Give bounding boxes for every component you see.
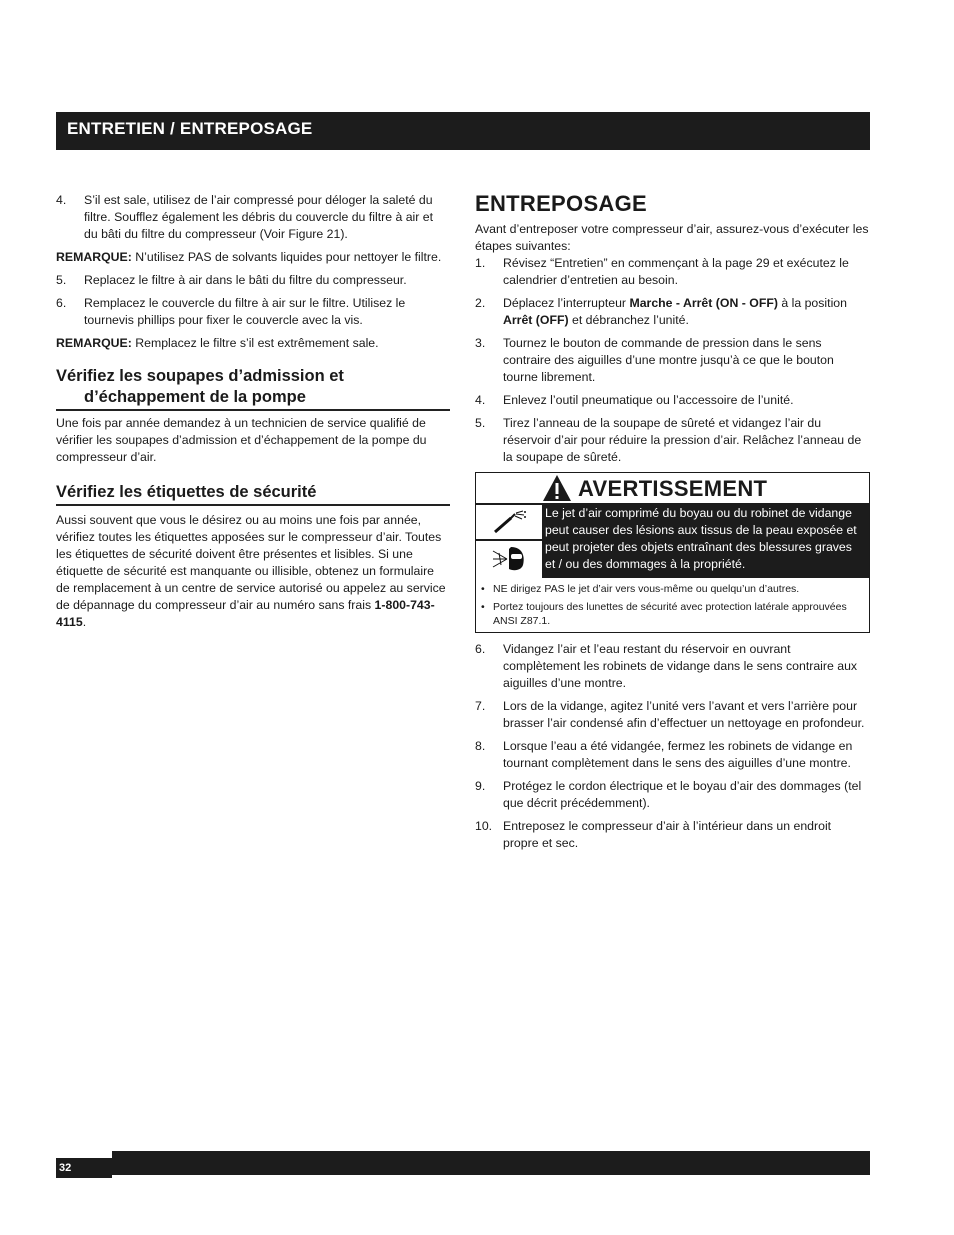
- list-text: Révisez “Entretien” en commençant à la page 29 et exécutez le calendrier d’entretien au besoin.: [503, 256, 849, 287]
- page-number: 32: [56, 1158, 112, 1178]
- warning-text: Le jet d’air comprimé du boyau ou du robinet de vidange peut causer des lésions aux tissus de la peau exposée et peut projeter des objets entraînant des blessures graves et / ou des dommages à la propriété.: [545, 506, 857, 571]
- list-text: Entreposez le compresseur d’air à l’intérieur dans un endroit propre et sec.: [503, 819, 832, 850]
- note-text: N’utilisez PAS de solvants liquides pour nettoyer le filtre.: [131, 250, 442, 264]
- storage-title: ENTREPOSAGE: [475, 191, 647, 216]
- list-text: S’il est sale, utilisez de l’air compressé pour déloger la saleté du filtre. Soufflez également les débris du couvercle du filtre à air et du bâti du filtre du compresseur (Voir Figure 21).: [84, 193, 434, 241]
- valves-heading: [56, 366, 450, 411]
- list-number: 4.: [475, 393, 486, 407]
- list-text: Remplacez le couvercle du filtre à air sur le filtre. Utilisez le tournevis phillips pour fixer le couvercle avec la vis.: [84, 296, 406, 327]
- list-number: 5.: [475, 416, 486, 430]
- list-item: [475, 392, 870, 409]
- warning-icons: [476, 503, 543, 578]
- air-spray-icon: [476, 505, 542, 541]
- warning-bullets: [476, 578, 869, 632]
- list-item: [56, 295, 450, 329]
- list-item: [475, 255, 870, 289]
- valves-body: Une fois par année demandez à un technicien de service qualifié de vérifier les soupapes d’admission et d’échappement de la pompe du compresseur d’air.: [56, 416, 427, 464]
- note-text: Remplacez le filtre s’il est extrêmement sale.: [131, 336, 379, 350]
- list-number: 2.: [475, 296, 486, 310]
- phone-number: 1-800-743-4115: [56, 598, 435, 629]
- list-number: 9.: [475, 779, 486, 793]
- list-text: Protégez le cordon électrique et le boyau d’air des dommages (tel que décrit précédemment).: [503, 779, 862, 810]
- labels-heading: Vérifiez les étiquettes de sécurité: [56, 482, 450, 506]
- list-text: Lorsque l’eau a été vidangée, fermez les robinets de vidange en tournant complètement dans le sens des aiguilles d’une montre.: [503, 739, 853, 770]
- list-text: Tournez le bouton de commande de pression dans le sens contraire des aiguilles d’une montre jusqu’à ce que le bouton tourne librement.: [503, 336, 834, 384]
- text-run: et débranchez l’unité.: [568, 313, 689, 327]
- list-item: [475, 415, 870, 466]
- list-item: [56, 272, 450, 289]
- note-label: REMARQUE:: [56, 336, 132, 350]
- section-header-bar: [56, 112, 870, 150]
- list-number: 5.: [56, 273, 67, 287]
- list-number: 8.: [475, 739, 486, 753]
- warning-header: [476, 473, 869, 503]
- list-number: 10.: [475, 819, 493, 833]
- storage-intro: Avant d’entreposer votre compresseur d’air, assurez-vous d’exécuter les étapes suivantes:: [475, 222, 869, 253]
- safety-glasses-icon: [476, 541, 542, 575]
- warning-box: [475, 472, 870, 633]
- list-text: Tirez l’anneau de la soupape de sûreté et vidangez l’air du réservoir d’air pour réduire la pression d’air. Relâchez l’anneau de la soupape de sûreté.: [503, 416, 862, 464]
- list-item: [56, 192, 450, 243]
- footer-bar: [112, 1151, 870, 1175]
- warning-triangle-icon: [542, 474, 572, 502]
- list-number: 4.: [56, 193, 67, 207]
- list-text: [503, 296, 847, 327]
- list-item: [475, 778, 870, 812]
- list-item: [475, 738, 870, 772]
- list-text: Replacez le filtre à air dans le bâti du filtre du compresseur.: [84, 273, 407, 287]
- list-number: 1.: [475, 256, 486, 270]
- list-number: 6.: [56, 296, 67, 310]
- right-column: [475, 192, 870, 858]
- note: [56, 335, 450, 352]
- list-text: Lors de la vidange, agitez l’unité vers l’avant et vers l’arrière pour brasser l’air condensé afin d’effectuer un nettoyage en profondeur.: [503, 699, 865, 730]
- labels-body-end: .: [82, 615, 87, 629]
- note-label: REMARQUE:: [56, 250, 132, 264]
- list-item: [475, 698, 870, 732]
- list-number: 6.: [475, 642, 486, 656]
- list-text: Enlevez l’outil pneumatique ou l’accessoire de l’unité.: [503, 393, 794, 407]
- switch-label: Marche - Arrêt (ON - OFF): [629, 296, 778, 310]
- warning-bullet: • Portez toujours des lunettes de sécurité avec protection latérale approuvées ANSI Z87.1.: [480, 600, 863, 628]
- valves-heading-line2: d’échappement de la pompe: [84, 388, 306, 406]
- text-run: Déplacez l’interrupteur: [503, 296, 630, 310]
- list-item: [475, 295, 870, 329]
- list-number: 3.: [475, 336, 486, 350]
- list-text: Vidangez l’air et l’eau restant du réservoir en ouvrant complètement les robinets de vidange dans le sens contraire aux aiguilles d’une montre.: [503, 642, 858, 690]
- list-item: [475, 641, 870, 692]
- note: [56, 249, 450, 266]
- list-item: [475, 335, 870, 386]
- warning-title: AVERTISSEMENT: [578, 475, 768, 501]
- text-run: à la position: [777, 296, 847, 310]
- list-item: [475, 818, 870, 852]
- labels-body: [56, 512, 450, 631]
- warning-bullet: • NE dirigez PAS le jet d’air vers vous-même ou quelqu’un d’autres.: [480, 582, 863, 596]
- left-column: [56, 192, 450, 637]
- off-label: Arrêt (OFF): [503, 313, 569, 327]
- list-number: 7.: [475, 699, 486, 713]
- valves-heading-line1: Vérifiez les soupapes d’admission et: [56, 367, 344, 385]
- labels-body-text: Aussi souvent que vous le désirez ou au moins une fois par année, vérifiez toutes les étiquettes apposées sur le compresseur d’air. Toutes les étiquettes de sécurité doivent être présentes et lisibles. Si une étiquette de sécurité est manquante ou illisible, obtenez un formulaire de remplacement à un centre de service autorisé ou appelez au service de dépannage du compresseur d’air au numéro sans frais: [56, 513, 446, 612]
- warning-body: [476, 503, 869, 578]
- section-title: ENTRETIEN / ENTREPOSAGE: [67, 119, 313, 138]
